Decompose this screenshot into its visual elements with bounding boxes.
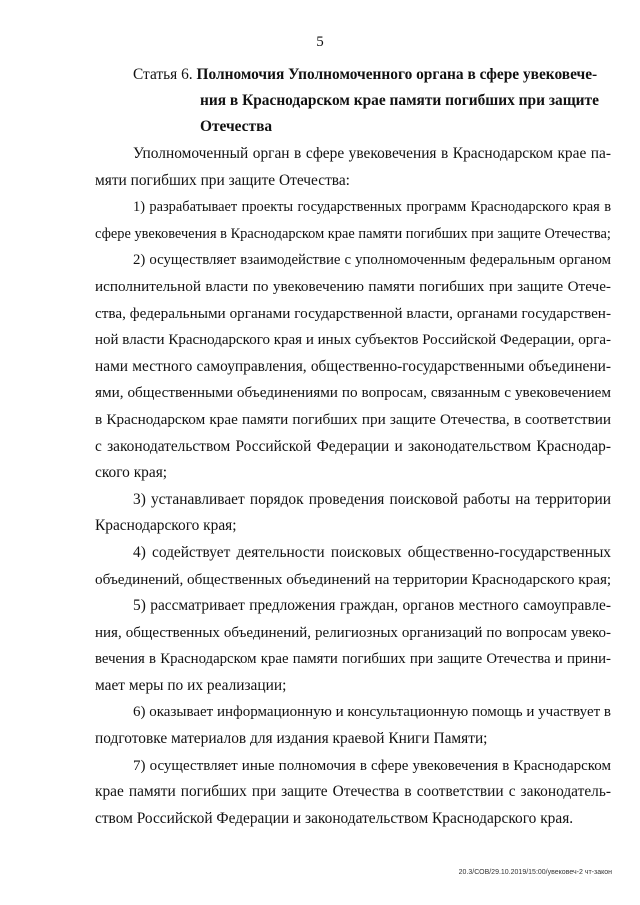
list-item	[95, 593, 611, 699]
page-number: 5	[316, 34, 324, 50]
text-line: исполнительной власти по увековечению памяти погибших при защите Отече-	[95, 277, 611, 295]
article-title-line-1: Полномочия Уполномоченного органа в сфере увековече-	[196, 66, 598, 83]
list-item	[95, 540, 611, 593]
text-line: ства, федеральными органами государственной власти, органами государствен-	[95, 304, 611, 322]
text-line: сфере увековечения в Краснодарском крае памяти погибших при защите Отечества;	[95, 225, 611, 242]
text-line: ского края;	[95, 464, 168, 482]
text-line: вечения в Краснодарском крае памяти погибших при защите Отечества и прини-	[95, 651, 611, 668]
article-number: Статья 6.	[133, 66, 193, 83]
text-line: объединений, общественных объединений на территории Краснодарского края;	[95, 570, 612, 588]
text-line: 6) оказывает информационную и консультационную помощь и участвует в	[133, 704, 611, 721]
text-line: крае памяти погибших при защите Отечества в соответствии с законодатель-	[95, 783, 611, 801]
text-line: 2) осуществляет взаимодействие с уполномоченным федеральным органом	[133, 252, 611, 269]
intro-paragraph	[95, 141, 611, 194]
list-item	[95, 487, 611, 540]
list-item	[95, 247, 611, 486]
list-item	[95, 753, 611, 833]
text-line: подготовке материалов для издания краевой Книги Памяти;	[95, 730, 488, 748]
powers-list	[95, 194, 611, 832]
text-line: 4) содействует деятельности поисковых общественно-государственных	[133, 543, 611, 561]
text-line: ством Российской Федерации и законодательством Краснодарского края.	[95, 809, 574, 827]
text-line: мяти погибших при защите Отечества:	[95, 171, 350, 189]
text-line: в Краснодарском крае памяти погибших при защите Отечества, в соответствии	[95, 410, 611, 428]
article-title-line-2: ния в Краснодарском крае памяти погибших при защите	[200, 92, 599, 109]
text-line: Уполномоченный орган в сфере увековечения в Краснодарском крае па-	[133, 145, 611, 162]
text-line: 3) устанавливает порядок проведения поисковой работы на территории	[133, 490, 611, 508]
text-line: Краснодарского края;	[95, 517, 237, 535]
text-line: ния, общественных объединений, религиозных организаций по вопросам увеко-	[95, 624, 611, 641]
text-line: 7) осуществляет иные полномочия в сфере увековечения в Краснодарском	[133, 757, 611, 774]
text-line: с законодательством Российской Федерации и законодательством Краснодар-	[95, 437, 611, 455]
text-line: нами местного самоуправления, общественно-государственными объединени-	[95, 357, 611, 375]
document-footer-code: 20.3/СОВ/29.10.2019/15:00/увековеч-2 чт-закон	[458, 869, 612, 876]
list-item	[95, 194, 611, 247]
text-line: ями, общественными объединениями по вопросам, связанным с увековечением	[95, 384, 611, 402]
text-line: ной власти Краснодарского края и иных субъектов Российской Федерации, орга-	[95, 332, 612, 349]
list-item	[95, 699, 611, 752]
article-body	[95, 141, 611, 832]
text-line: мает меры по их реализации;	[95, 676, 287, 694]
text-line: 1) разрабатывает проекты государственных программ Краснодарского края в	[133, 199, 611, 216]
article-title-line-3: Отечества	[200, 118, 273, 135]
article-heading	[133, 62, 611, 140]
text-line: 5) рассматривает предложения граждан, органов местного самоуправле-	[133, 597, 611, 615]
